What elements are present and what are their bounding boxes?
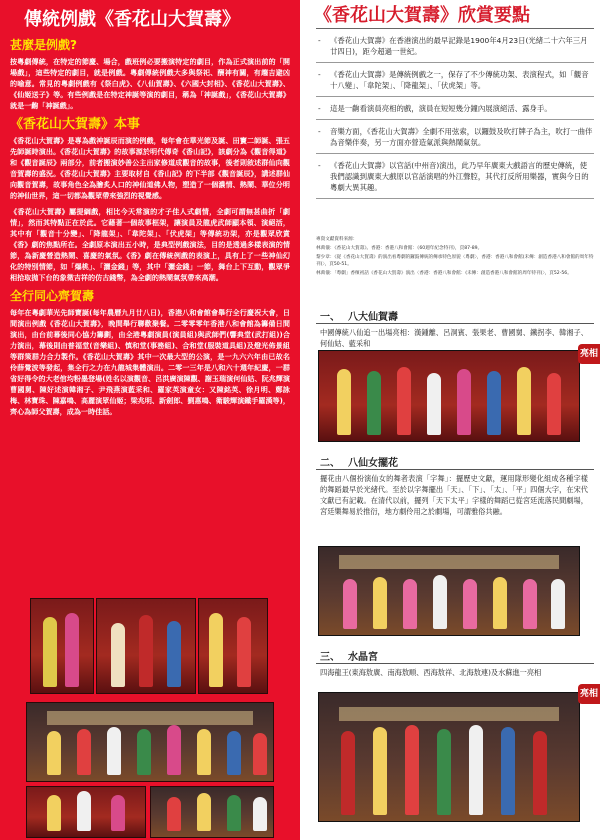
references — [316, 236, 594, 279]
list-item: - 《香花山大賀壽》在香港演出的最早記錄是1900年4月23日(光緒二十六年三月廿四日)，距今超過一世紀。 — [316, 29, 594, 63]
section-text-story-1: 《香花山大賀壽》是專為戲神誕辰而演的例戲，每年會在華光節及誕、田竇二師誕、張五先師誕時演出。《香花山大賀壽》的故事源於明代傳奇《香山記》，該劇分為《觀音得道》和《觀音誕辰》兩部分，前者搬演妙善公主出家修道成觀音的故事，後者則敘述群仙向觀音賀壽的盛況。《香花山大賀壽》主要取材自《香山記》的下半部《觀音誕辰》，講述群仙向觀音賀壽，故事角色全為膾炙人口的神仙道佛人物，塑造了一個濃情、熱鬧、華位分明的神仙世界，這一切都為觀眾帶來強烈的視覺感。 — [10, 136, 290, 200]
photo-opera-performers-1 — [30, 598, 94, 694]
subsection-2-text: 擺花由八個扮演仙女的舞者表演「字舞」：擺歷史文獻，運用隊形變化組成各種字樣的舞蹈最早於光緒代。至於以字舞擺出「天」、「下」、「太」、「平」四個大字，在宋代文獻已有記載。在清代以前，擺列「天下太平」字樣的舞蹈已從宮廷流落民間劇場，宮廷樂舞易於推衍，地方劇伶用之於劇場，可謂雅俗共融。 — [320, 474, 588, 516]
list-item: - 這是一齣看演員亮相的戲，演員在短短幾分鐘內展演絕活、露身手。 — [316, 97, 594, 120]
divider — [316, 323, 594, 324]
appreciation-title-text: 《香花山大賀壽》欣賞要點 — [314, 5, 530, 26]
section-heading-celebration: 全行同心齊賀壽 — [10, 289, 95, 303]
subsection-1-text: 中國傳統八仙追一出場亮相：漢鍾離、呂洞賓、張果老、曹國舅、鐵拐李、韓湘子、何仙姑、藍采和 — [320, 328, 588, 348]
photo-opera-performers-3 — [198, 598, 268, 694]
appreciation-title — [314, 4, 530, 28]
photo-fairies-flowers — [318, 546, 580, 636]
photo-eight-immortals — [318, 350, 580, 442]
reference-item: 林萬儀：「粵劇」香檳初話《香花山大賀壽》演出〈香港：香港八和會館：(未傳：創造香港八和會館的周年特刊)〉，頁52-56。 — [316, 271, 572, 276]
page-title: 傳統例戲《香花山大賀壽》 — [24, 9, 240, 30]
list-item: - 《香花山大賀壽》以官話(中州音)演出，此乃早年廣東大戲語言的歷史傳統，使我們認識到廣東大戲原以官話演唱的外江聲腔，其代打反所用樂器，實與今日的粵劇大異其趣。 — [316, 154, 594, 199]
list-item: - 音樂方面，《香花山大賀壽》全劇不用弦索，以鑼鼓及吹打牌子為主，吹打一曲伴為音樂伴奏，另一方面亦營造氣派與熱鬧氣氛。 — [316, 120, 594, 154]
references-heading: 專資文獻資料來源： — [316, 237, 358, 242]
subsection-3-text: 四海龍王(東海敖廣、南海敖順、西海敖祥、北海敖連)及水蘇進一亮相 — [320, 668, 542, 677]
tab-label-liangxiang: 亮相 — [578, 344, 600, 364]
subsection-2-heading: 二、 八仙女擺花 — [320, 458, 398, 469]
section-heading-story: 《香花山大賀壽》本事 — [10, 117, 141, 132]
photo-crystal-palace — [318, 692, 580, 822]
photo-opera-bottom-2 — [150, 786, 274, 838]
divider — [316, 469, 594, 470]
section-text-celebration: 每年在粵劇華光先師寶誕(每年農曆九月廿八日)，香港八和會館會舉行全行慶祝大會，日間演出例戲《香花山大賀壽》，晚間舉行聯歡聚餐。二零零零年香港八和會館為籌備日間演出，由台前幕後同心協力籌劃，由全港粵劇演員(演員組)與武師們(響典堂(武打組))合力演出，幕後則由普福堂(音樂組)、慎和堂(事務組)、合和堂(服裝道具組)及燈光佈景組等群策群力合力製作。《香花山大賀壽》其中一次最大型的公演，是一九六六年由已故名伶薛覺波等發起，集全行之力在九龍城集體演出。二零一三年是八和六十週年紀慶，一群省好得令的大老倌均粉墨登場(姓名以演觀音、呂洪廣演陳觀、謝玉瑞演何仙姑、阮兆輝演曹國舅、陳好述演韓湘子、尹飛燕演藍采和、羅家英演童女：又陳銘英、徐月明、鄭詠梅、林寶珠、陳嘉鳴、高麗演眾仙姬；梁兆明、新劍郎、劉惠鳴、衛駿輝演鐵手羅漢等)，齊心為師父賀壽，成為一時佳話。 — [10, 308, 290, 416]
reference-item: 黎少章：《從《香花山大賀壽》的演出看粵劇的鑼鼓傳統的傳承特色原貌〈粵劇〉，香港：香港八和會館(未傳：創造香港八和會館的周年特刊)〉，頁50-51。 — [316, 255, 594, 267]
reference-item: 林萬儀：《香花山大賀壽》。香港：香港八和會館：《60週年紀念特刊》，頁87-89。 — [316, 246, 483, 251]
list-item: - 《香花山大賀壽》是傳統例戲之一，保存了不少傳統功架、表演程式，如「觀音十八變」、「韋陀架」、「降龍架」、「伏虎架」等。 — [316, 63, 594, 97]
section-text-story-2: 《香花山大賀壽》屬提綱戲，相比今天常演的才子佳人式劇情，全劇可謂無甚曲折「劇情」，然而其特點正在於此。它藉著一個故事框架，讓演員及龍虎武師顯本領、演絕活，其中有「觀音十分變」、「降龍架」、「韋陀架」、「伏虎架」等傳統功架，亦是觀眾欣賞《香》劇的焦點所在。全劇原本演出五小時，是典型例戲演法，目的是透過多樣表演的情節，為新慶營造熱鬧、喜慶的氣氛。《香》劇在傳統例戲的表演上，具有上了一些神仙幻化的特別情節，如「爆桃」、「灑金錢」等，其中「灑金錢」一節，舞台上下互動，觀眾爭相拾取拋下台的象徵吉祥的仿古錢幣，為全劇的熱鬧氣氛帶來高潮。 — [10, 207, 290, 282]
section-heading-what-is-ritual-play: 甚麼是例戲? — [10, 38, 77, 52]
photo-opera-performers-2 — [96, 598, 196, 694]
appreciation-points-list — [316, 28, 594, 199]
section-text-what-is-ritual-play: 按粵劇傳統，在特定的節慶、場合，戲班例必要搬演特定的劇目，作為正式演出前的「開場戲」，這些特定的劇目，就是例戲。粵劇傳統例戲大多與祭祀、酬神有關，有趨吉避凶的喻意。常見的粵劇例戲有《祭白虎》、《八仙賀壽》、《六國大封相》、《香花山大賀壽》、《仙姬送子》等。有些例戲是在特定神誕等演的劇目，稱為「神誕戲」，《香花山大賀壽》就是一齣「神誕戲」。 — [10, 57, 290, 110]
photo-stage-large — [26, 702, 274, 782]
subsection-3-heading: 三、 水晶宮 — [320, 652, 378, 663]
subsection-1-heading: 一、 八大仙賀壽 — [320, 312, 398, 323]
right-column — [300, 0, 600, 840]
tab-label-liangxiang-2: 亮相 — [578, 684, 600, 704]
photo-opera-bottom-1 — [26, 786, 146, 838]
divider — [316, 663, 594, 664]
